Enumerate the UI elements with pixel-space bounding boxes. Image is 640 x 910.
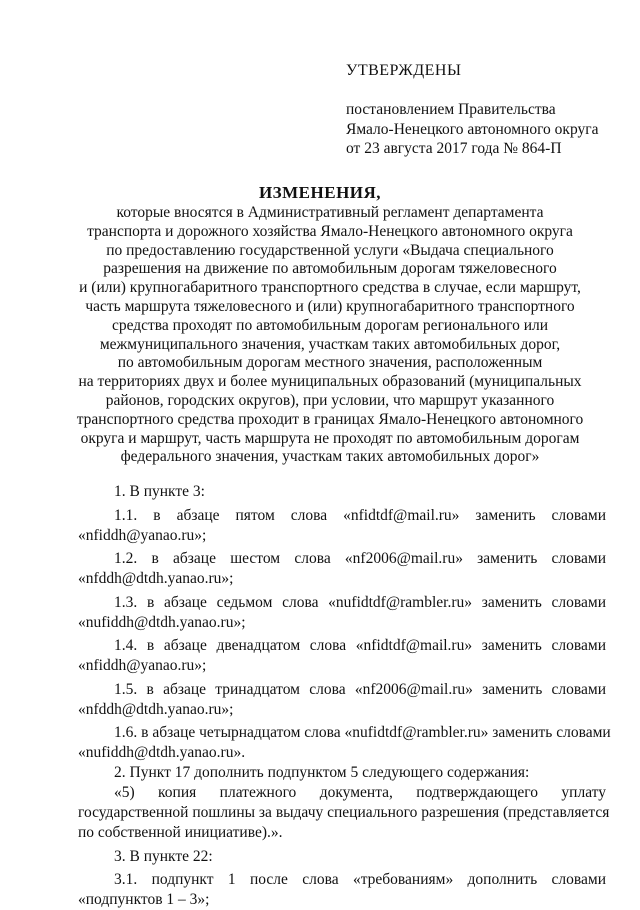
item-1-3-cont: «nufiddh@dtdh.yanao.ru»; [78, 613, 246, 631]
item-1-5-cont: «nfddh@dtdh.yanao.ru»; [78, 700, 234, 718]
approved-stamp: УТВЕРЖДЕНЫ [346, 62, 462, 79]
item-1-3: 1.3. в абзаце седьмом слова «nufidtdf@rambler.ru» заменить словами [114, 593, 606, 611]
item-1-1-cont: «nfiddh@yanao.ru»; [78, 526, 207, 544]
subtitle-line: которые вносятся в Административный регламент департамента [116, 204, 544, 221]
item-1-2: 1.2. в абзаце шестом слова «nf2006@mail.ru» заменить словами [114, 550, 606, 567]
document-subtitle [60, 204, 600, 467]
decree-reference [346, 100, 598, 159]
subtitle-line: по автомобильным дорогам местного значения, расположенным [117, 354, 543, 372]
subtitle-line: транспорта и дорожного хозяйства Ямало-Ненецкого автономного округа [87, 222, 573, 240]
subtitle-line: федерального значения, участкам таких автомобильных дорог» [120, 448, 540, 466]
subtitle-line: разрешения на движение по автомобильным дорогам тяжеловесного [103, 260, 557, 278]
decree-line: Ямало-Ненецкого автономного округа [346, 120, 599, 138]
subtitle-line: округа и маршрут, часть маршрута не проходят по автомобильным дорогам [80, 429, 580, 447]
subtitle-line: и (или) крупногабаритного транспортного средства в случае, если маршрут, [79, 279, 581, 297]
paragraph-3-heading: 3. В пункте 22: [114, 847, 213, 865]
subtitle-line: средства проходят по автомобильным дорогам регионального или [111, 316, 549, 334]
subtitle-line: часть маршрута тяжеловесного и (или) крупногабаритного транспортного [85, 297, 575, 315]
paragraph-1-heading: 1. В пункте 3: [114, 483, 205, 500]
item-1-4: 1.4. в абзаце двенадцатом слова «nfidtdf@mail.ru» заменить словами [114, 637, 606, 654]
subtitle-line: по предоставлению государственной услуги «Выдача специального [106, 241, 554, 259]
paragraph-2-heading: 2. Пункт 17 дополнить подпунктом 5 следующего содержания: [114, 764, 530, 781]
item-1-4-cont: «nfiddh@yanao.ru»; [78, 657, 207, 674]
decree-line: постановлением Правительства [346, 101, 556, 118]
item-1-1: 1.1. в абзаце пятом слова «nfidtdf@mail.ru» заменить словами [114, 506, 606, 524]
subtitle-line: межмуниципального значения, участкам таких автомобильных дорог, [99, 335, 561, 353]
document-title: ИЗМЕНЕНИЯ, [258, 183, 382, 202]
item-1-6: 1.6. в абзаце четырнадцатом слова «nufidtdf@rambler.ru» заменить словами [114, 724, 611, 741]
decree-line: от 23 августа 2017 года № 864-П [346, 140, 562, 157]
document-body [78, 482, 611, 910]
item-1-5: 1.5. в абзаце тринадцатом слова «nf2006@mail.ru» заменить словами [114, 680, 606, 698]
subtitle-line: на территориях двух и более муниципальных образований (муниципальных [78, 373, 582, 391]
subtitle-line: транспортного средства проходит в границах Ямало-Ненецкого автономного [76, 410, 584, 428]
quoted-subitem-5-cont: государственной пошлины за выдачу специального разрешения (представляется [78, 804, 610, 821]
subtitle-line: районов, городских округов), при условии, что маршрут указанного [105, 391, 555, 409]
quoted-subitem-5: «5) копия платежного документа, подтверждающего уплату [114, 784, 606, 801]
quoted-subitem-5-end: по собственной инициативе).». [78, 824, 283, 841]
item-3-1: 3.1. подпункт 1 после слова «требованиям» дополнить словами [114, 871, 606, 888]
item-1-2-cont: «nfddh@dtdh.yanao.ru»; [78, 570, 234, 587]
item-3-1-cont: «подпунктов 1 – 3»; [78, 891, 210, 908]
item-1-6-cont: «nufiddh@dtdh.yanao.ru». [78, 744, 246, 761]
